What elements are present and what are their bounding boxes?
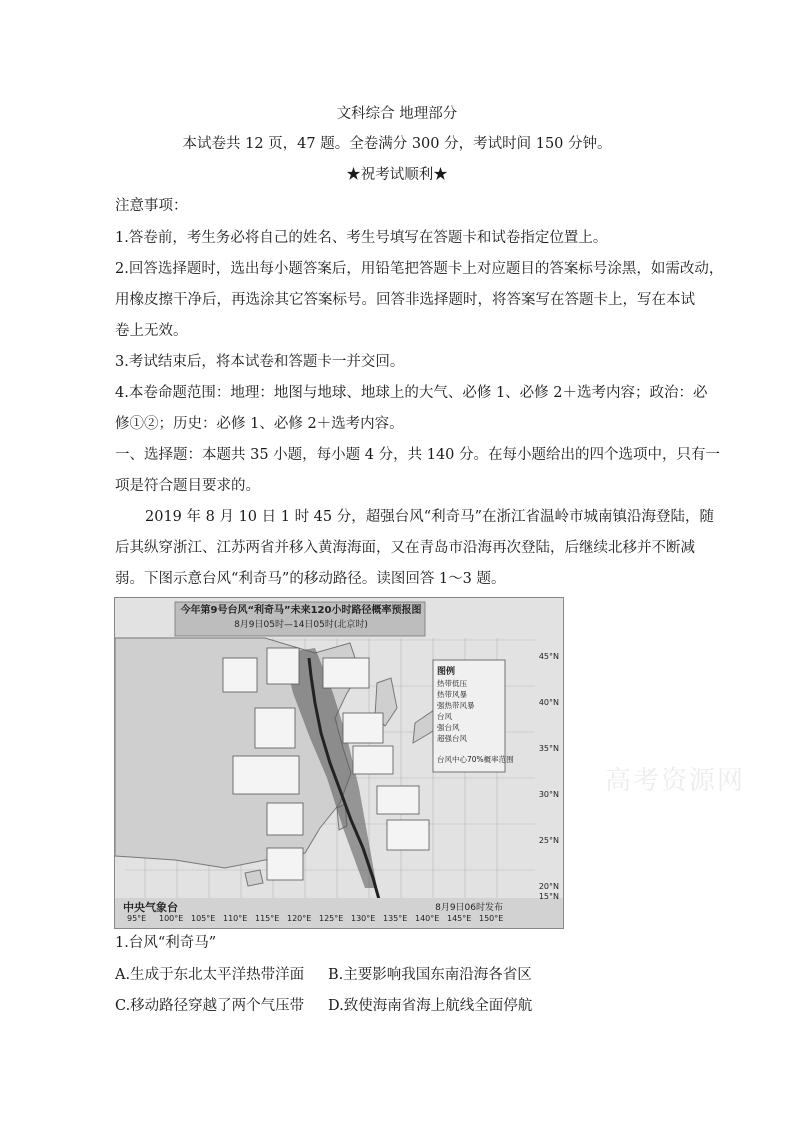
notes-heading: 注意事项： — [115, 198, 188, 214]
section-instruction: 一、选择题：本题共 35 小题，每小题 4 分，共 140 分。在每小题给出的四个选项中，只有一 — [115, 447, 721, 463]
lon-label: 100°E — [159, 914, 184, 923]
lon-label: 95°E — [127, 914, 147, 923]
passage-line: 2019 年 8 月 10 日 1 时 45 分，超强台风“利奇马”在浙江省温岭市城南镇沿海登陆，随 — [145, 509, 715, 525]
legend-item: 热带低压 — [437, 679, 467, 688]
publish-time: 8月9日06时发布 — [435, 903, 503, 913]
lat-label: 25°N — [538, 836, 559, 845]
lon-label: 130°E — [351, 914, 376, 923]
latitude-labels — [539, 634, 559, 910]
note-line: 修①②；历史：必修 1、必修 2＋选考内容。 — [115, 416, 404, 432]
lat-label: 20°N — [538, 882, 559, 891]
question-stem: 1.台风“利奇马” — [115, 935, 217, 951]
legend-item: 台风 — [437, 712, 452, 721]
lat-label: 40°N — [538, 698, 559, 707]
publisher-label: 中央气象台 — [123, 901, 178, 914]
legend-title: 图例 — [437, 667, 456, 677]
note-line: 1.答卷前，考生务必将自己的姓名、考生号填写在答题卡和试卷指定位置上。 — [115, 230, 608, 246]
lon-label: 115°E — [255, 914, 280, 923]
note-line: 2.回答选择题时，选出每小题答案后，用铅笔把答题卡上对应题目的答案标号涂黑，如需改动， — [115, 261, 724, 277]
note-line: 卷上无效。 — [115, 323, 188, 339]
lat-label: 35°N — [538, 744, 559, 753]
lon-label: 120°E — [287, 914, 312, 923]
note-line: 3.考试结束后，将本试卷和答题卡一并交回。 — [115, 354, 405, 370]
lon-label: 135°E — [383, 914, 408, 923]
lat-label: 45°N — [538, 652, 559, 661]
legend-item: 超强台风 — [437, 734, 467, 743]
option-d: D.致使海南省海上航线全面停航 — [328, 998, 533, 1014]
map-title: 今年第9号台风“利奇马”未来120小时路径概率预报图 — [180, 605, 422, 616]
legend-note: 台风中心70%概率范围 — [437, 755, 514, 764]
lon-label: 125°E — [319, 914, 344, 923]
lon-label: 145°E — [447, 914, 472, 923]
section-instruction: 项是符合题目要求的。 — [115, 478, 260, 494]
lat-label: 30°N — [538, 790, 559, 799]
legend-item: 热带风暴 — [437, 690, 467, 699]
good-luck-line: ★祝考试顺利★ — [346, 167, 448, 183]
note-line: 4.本卷命题范围：地理：地图与地球、地球上的大气、必修 1、必修 2＋选考内容；政治：必 — [115, 385, 708, 401]
option-a: A.生成于东北太平洋热带洋面 — [115, 967, 305, 983]
map-legend — [437, 678, 514, 765]
option-b: B.主要影响我国东南沿海各省区 — [328, 967, 532, 983]
map-subtitle: 8月9日05时—14日05时(北京时) — [234, 620, 368, 630]
page-title: 文科综合 地理部分 — [336, 106, 458, 122]
lon-label: 140°E — [415, 914, 440, 923]
legend-item: 强热带风暴 — [437, 701, 475, 710]
lon-label: 105°E — [191, 914, 216, 923]
passage-line: 后其纵穿浙江、江苏两省并移入黄海海面，又在青岛市沿海再次登陆，后继续北移并不断减 — [115, 540, 695, 556]
lat-label: 15°N — [538, 892, 559, 901]
longitude-labels — [127, 914, 527, 923]
option-c: C.移动路径穿越了两个气压带 — [115, 998, 305, 1014]
lon-label: 150°E — [479, 914, 504, 923]
legend-item: 强台风 — [437, 723, 460, 732]
watermark: 高考资源网 — [605, 766, 746, 796]
exam-info: 本试卷共 12 页，47 题。全卷满分 300 分，考试时间 150 分钟。 — [182, 136, 612, 152]
typhoon-track-map — [114, 597, 564, 929]
note-line: 用橡皮擦干净后，再选涂其它答案标号。回答非选择题时，将答案写在答题卡上，写在本试 — [115, 292, 695, 308]
lon-label: 110°E — [223, 914, 248, 923]
passage-line: 弱。下图示意台风“利奇马”的移动路径。读图回答 1～3 题。 — [115, 571, 506, 587]
